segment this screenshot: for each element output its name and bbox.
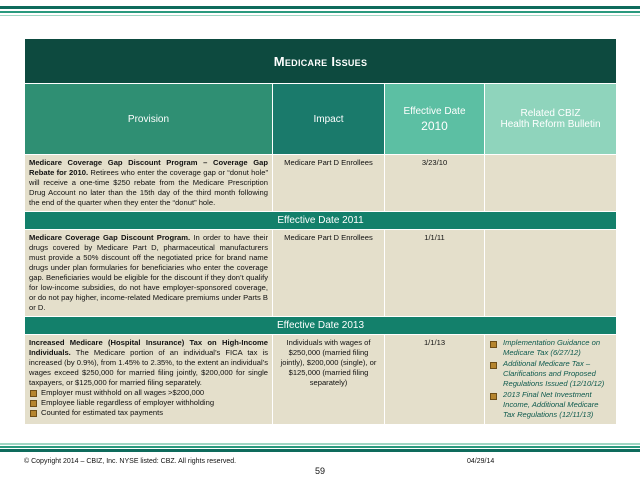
medicare-issues-table-container bbox=[24, 38, 616, 425]
row3-date-text: 1/1/13 bbox=[423, 338, 446, 348]
list-item bbox=[489, 359, 612, 389]
table-row bbox=[25, 155, 617, 212]
header-effective-date-label: Effective Date bbox=[403, 105, 466, 117]
table-title bbox=[25, 39, 617, 84]
row3-provision-title: Increased Medicare (Hospital Insurance) Tax on High-Income Individuals. bbox=[29, 338, 268, 358]
row3-bullet-list bbox=[29, 388, 268, 418]
row1-provision bbox=[25, 155, 273, 212]
header-effective-date bbox=[385, 84, 485, 155]
row2-date bbox=[385, 230, 485, 317]
row3-provision bbox=[25, 335, 273, 425]
top-rule-dark bbox=[0, 6, 640, 9]
header-provision-label: Provision bbox=[127, 113, 170, 125]
section-header-2011-text: Effective Date 2011 bbox=[277, 215, 364, 227]
table-title-text: Medicare Issues bbox=[273, 53, 368, 69]
footer-copyright: © Copyright 2014 – CBIZ, Inc. NYSE listed: CBZ. All rights reserved. bbox=[24, 458, 237, 465]
list-item: Employer must withhold on all wages >$200,000 bbox=[29, 388, 268, 398]
bottom-rule-light bbox=[0, 443, 640, 445]
footer-date: 04/29/14 bbox=[467, 458, 495, 465]
row3-related bbox=[485, 335, 617, 425]
header-impact-label: Impact bbox=[313, 113, 344, 125]
bulletin-link-additional-medicare-tax[interactable]: Additional Medicare Tax – Clarifications and Proposed Regulations Issued (12/10/12) bbox=[503, 359, 605, 389]
section-header-2011 bbox=[25, 212, 617, 230]
row1-date-text: 3/23/10 bbox=[421, 158, 448, 167]
row3-bulletin-links bbox=[489, 338, 612, 420]
table-row bbox=[25, 335, 617, 425]
bottom-rule-mid bbox=[0, 446, 640, 448]
header-effective-date-year: 2010 bbox=[421, 118, 448, 133]
row1-impact bbox=[273, 155, 385, 212]
top-rule-mid bbox=[0, 11, 640, 13]
header-related-bulletin bbox=[485, 84, 617, 155]
row1-impact-text: Medicare Part D Enrollees bbox=[284, 158, 373, 167]
row3-impact bbox=[273, 335, 385, 425]
row1-date bbox=[385, 155, 485, 212]
table-row bbox=[25, 230, 617, 317]
row1-related bbox=[485, 155, 617, 212]
top-rule-light bbox=[0, 15, 640, 16]
row1-provision-text: Retirees who enter the coverage gap or “donut hole” will receive a one-time $250 rebate from the Medicare Prescription Drug Account no later than the 15th day of the third month following the end of the quarter when they enter the “donut” hole. bbox=[29, 168, 269, 208]
row2-provision-text: In order to have their drugs covered by Medicare Part D, pharmaceutical manufacturers must provide a 50% discount off the negotiated price for brand name drugs under plan formularies for beneficiaries who enter the coverage gap. Beneficiaries would be eligible for the discount if they don’t qualify for low-income subsidies, do not have employer-sponsored coverage, or do not pay higher, income-related Medicare premiums under Parts B or D. bbox=[29, 233, 269, 313]
row3-provision-text: The Medicare portion of an individual’s FICA tax is increased (by 0.9%), from 1.45% to 2.35%, to the extent an individual’s wages exceed $250,000 for married filing jointly, $200,000 for single taxpayers, or $125,000 for married filing separately. bbox=[29, 348, 268, 388]
row3-date bbox=[385, 335, 485, 425]
row2-related bbox=[485, 230, 617, 317]
list-item bbox=[489, 390, 612, 420]
row2-provision bbox=[25, 230, 273, 317]
row3-impact-text: Individuals with wages of $250,000 (married filing jointly), $200,000 (single), or $125,000 (married filing separately) bbox=[280, 338, 377, 388]
page-number: 59 bbox=[314, 466, 325, 476]
list-item: Employee liable regardless of employer withholding bbox=[29, 398, 268, 408]
row2-impact-text: Medicare Part D Enrollees bbox=[284, 233, 373, 243]
header-impact bbox=[273, 84, 385, 155]
bottom-rule-dark bbox=[0, 449, 640, 452]
medicare-issues-table bbox=[24, 38, 617, 425]
header-related-line1: Related CBIZ bbox=[520, 108, 581, 119]
row2-impact bbox=[273, 230, 385, 317]
bulletin-link-medicare-tax-guidance[interactable]: Implementation Guidance on Medicare Tax (6/27/12) bbox=[503, 338, 601, 358]
section-header-2013 bbox=[25, 317, 617, 335]
section-header-2013-text: Effective Date 2013 bbox=[276, 320, 365, 332]
list-item: Counted for estimated tax payments bbox=[29, 408, 268, 418]
list-item bbox=[489, 338, 612, 358]
bulletin-link-final-niit-regulations[interactable]: 2013 Final Net Investment Income, Additional Medicare Tax Regulations (12/11/13) bbox=[503, 390, 599, 420]
header-provision bbox=[25, 84, 273, 155]
row2-date-text: 1/1/11 bbox=[424, 233, 445, 243]
header-related-line2: Health Reform Bulletin bbox=[500, 119, 601, 130]
row2-provision-title: Medicare Coverage Gap Discount Program. bbox=[29, 233, 191, 243]
row1-provision-title: Medicare Coverage Gap Discount Program – Coverage Gap Rebate for 2010. bbox=[29, 158, 268, 178]
